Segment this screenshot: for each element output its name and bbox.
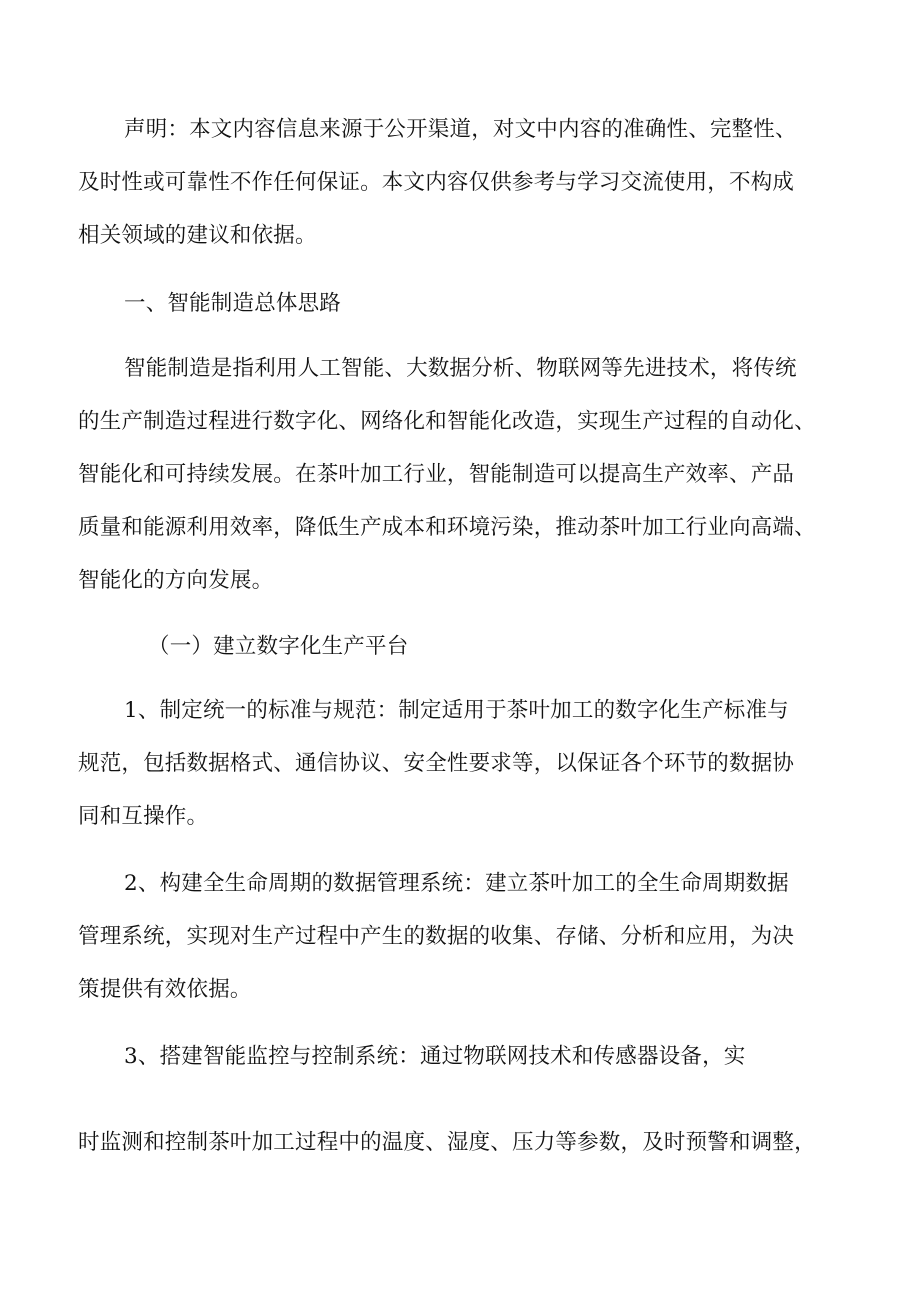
disclaimer-line-2: 及时性或可靠性不作任何保证。本文内容仅供参考与学习交流使用，不构成	[78, 170, 795, 195]
paragraph-line: 智能化的方向发展。	[78, 568, 274, 593]
list-item-2-line: 2、构建全生命周期的数据管理系统：建立茶叶加工的全生命周期数据	[124, 871, 789, 896]
section-heading: 一、智能制造总体思路	[124, 291, 342, 316]
paragraph-line: 智能化和可持续发展。在茶叶加工行业，智能制造可以提高生产效率、产品	[78, 462, 795, 487]
paragraph-line: 智能制造是指利用人工智能、大数据分析、物联网等先进技术，将传统	[124, 356, 797, 381]
list-item-2-line: 管理系统，实现对生产过程中产生的数据的收集、存储、分析和应用，为决	[78, 924, 795, 949]
list-item-1-line: 1、制定统一的标准与规范：制定适用于茶叶加工的数字化生产标准与	[124, 698, 789, 723]
subsection-heading: （一）建立数字化生产平台	[148, 634, 409, 659]
paragraph-line: 的生产制造过程进行数字化、网络化和智能化改造，实现生产过程的自动化、	[78, 409, 816, 434]
list-item-1-line: 同和互操作。	[78, 804, 209, 829]
list-item-1-line: 规范，包括数据格式、通信协议、安全性要求等，以保证各个环节的数据协	[78, 751, 795, 776]
list-item-3-line: 时监测和控制茶叶加工过程中的温度、湿度、压力等参数，及时预警和调整，	[78, 1130, 816, 1155]
disclaimer-line-1: 声明：本文内容信息来源于公开渠道，对文中内容的准确性、完整性、	[124, 117, 797, 142]
paragraph-line: 质量和能源利用效率，降低生产成本和环境污染，推动茶叶加工行业向高端、	[78, 515, 816, 540]
list-item-3-line: 3、搭建智能监控与控制系统：通过物联网技术和传感器设备，实	[124, 1044, 746, 1069]
disclaimer-line-3: 相关领域的建议和依据。	[78, 223, 317, 248]
list-item-2-line: 策提供有效依据。	[78, 977, 252, 1002]
